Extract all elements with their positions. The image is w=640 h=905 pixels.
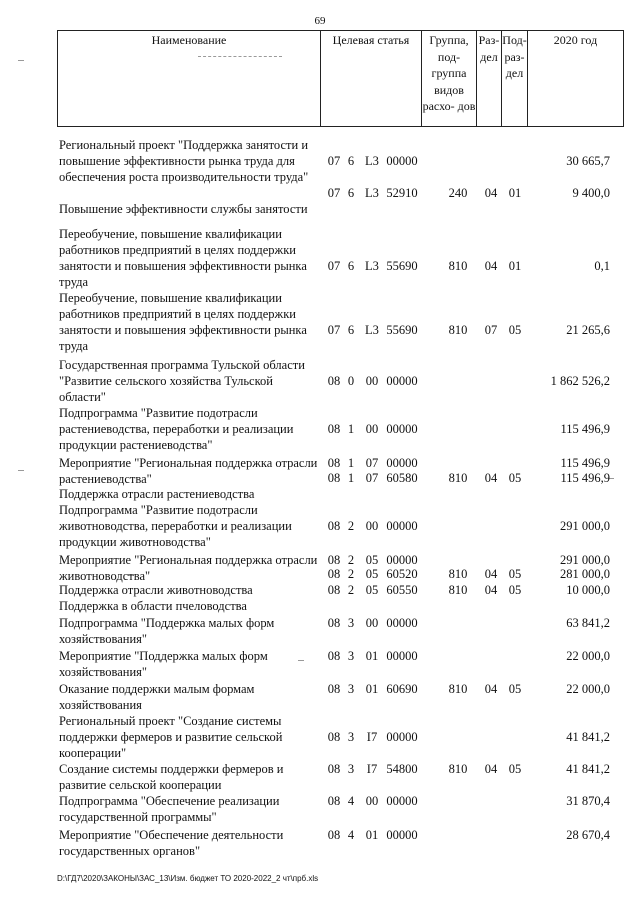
row-code-program: 08 <box>327 456 341 470</box>
row-section: 04 <box>484 259 498 273</box>
row-name: Мероприятие "Региональная поддержка отрасли животноводства" <box>59 553 318 583</box>
row-section: 04 <box>484 186 498 200</box>
row-code-direction: 60690 <box>386 682 418 696</box>
row-code-event: 00 <box>365 519 379 533</box>
row-amount: 10 000,0 <box>566 583 610 597</box>
row-name: Региональный проект "Поддержка занятости и повышение эффективности рынка труда для обеспечения роста производительности труда" <box>59 138 309 184</box>
row-name: Подпрограмма "Развитие подотрасли растениеводства, переработки и реализации продукции растениеводства" <box>59 406 294 452</box>
row-subsection: 05 <box>508 762 522 776</box>
table-row <box>57 291 617 354</box>
row-code-direction: 00000 <box>386 422 418 436</box>
row-code-subprogram: 3 <box>347 762 355 776</box>
row-amount: 22 000,0 <box>566 649 610 663</box>
row-code-direction: 60550 <box>386 583 418 597</box>
row-code-event: 01 <box>365 682 379 696</box>
file-path-footer: D:\ГД7\2020\ЗАКОНЫ\ЗАС_13\Изм. бюджет ТО 2020-2022_2 чт\прб.xls <box>57 874 319 883</box>
row-section: 04 <box>484 583 498 597</box>
row-subsection: 05 <box>508 567 522 581</box>
row-subsection: 01 <box>508 259 522 273</box>
row-code-program: 08 <box>327 471 341 485</box>
row-code-program: 08 <box>327 616 341 630</box>
row-code-subprogram: 2 <box>347 519 355 533</box>
table-row <box>57 227 617 290</box>
table-header <box>57 30 624 127</box>
header-subsection: Под- раз- дел <box>502 31 528 127</box>
row-expense-group: 810 <box>448 682 468 696</box>
margin-mark <box>18 60 24 61</box>
row-amount: 9 400,0 <box>572 186 610 200</box>
header-year: 2020 год <box>528 31 624 127</box>
row-code-direction: 00000 <box>386 456 418 470</box>
row-amount: 115 496,9 <box>560 471 610 485</box>
row-code-subprogram: 1 <box>347 471 355 485</box>
row-code-event: 07 <box>365 471 379 485</box>
row-code-event: 05 <box>365 553 379 567</box>
row-code-direction: 00000 <box>386 154 418 168</box>
row-code-event: I7 <box>366 730 378 744</box>
row-amount: 0,1 <box>594 259 610 273</box>
row-code-subprogram: 6 <box>347 323 355 337</box>
row-name: Поддержка в области пчеловодства <box>59 599 247 613</box>
row-code-subprogram: 6 <box>347 259 355 273</box>
row-code-program: 08 <box>327 682 341 696</box>
row-code-program: 08 <box>327 649 341 663</box>
row-code-direction: 00000 <box>386 730 418 744</box>
row-amount: 1 862 526,2 <box>550 374 610 388</box>
table-row <box>57 450 617 502</box>
row-code-direction: 55690 <box>386 323 418 337</box>
row-code-program: 08 <box>327 422 341 436</box>
row-name: Подпрограмма "Поддержка малых форм хозяйствования" <box>59 616 275 646</box>
row-section: 04 <box>484 762 498 776</box>
row-code-program: 07 <box>327 154 341 168</box>
row-subsection: 01 <box>508 186 522 200</box>
row-code-subprogram: 1 <box>347 422 355 436</box>
row-code-event: 00 <box>365 422 379 436</box>
row-code-event: L3 <box>365 259 379 273</box>
row-code-program: 08 <box>327 553 341 567</box>
row-code-direction: 00000 <box>386 616 418 630</box>
row-code-direction: 00000 <box>386 649 418 663</box>
row-code-program: 08 <box>327 762 341 776</box>
row-subsection: 05 <box>508 471 522 485</box>
row-name: Региональный проект "Создание системы поддержки фермеров и развитие сельской кооперации" <box>59 714 283 760</box>
row-code-subprogram: 2 <box>347 583 355 597</box>
row-code-direction: 55690 <box>386 259 418 273</box>
row-expense-group: 810 <box>448 762 468 776</box>
row-expense-group: 240 <box>448 186 468 200</box>
row-code-event: 00 <box>365 794 379 808</box>
row-name: Мероприятие "Поддержка малых форм хозяйствования" <box>59 649 268 679</box>
header-section: Раз- дел <box>477 31 502 127</box>
row-code-program: 07 <box>327 259 341 273</box>
row-code-program: 08 <box>327 794 341 808</box>
row-code-program: 08 <box>327 730 341 744</box>
row-expense-group: 810 <box>448 259 468 273</box>
row-name: Поддержка отрасли растениеводства <box>59 487 255 501</box>
row-subsection: 05 <box>508 682 522 696</box>
row-code-event: 01 <box>365 649 379 663</box>
row-code-program: 08 <box>327 374 341 388</box>
row-code-subprogram: 1 <box>347 456 355 470</box>
row-name: Государственная программа Тульской области "Развитие сельского хозяйства Тульской области" <box>59 358 305 404</box>
row-code-subprogram: 2 <box>347 567 355 581</box>
row-name: Создание системы поддержки фермеров и развитие сельской кооперации <box>59 762 284 792</box>
table-row <box>57 165 617 217</box>
header-name: Наименование <box>58 31 321 127</box>
row-code-direction: 00000 <box>386 553 418 567</box>
row-amount: 28 670,4 <box>566 828 610 842</box>
table-row <box>57 807 617 859</box>
row-code-program: 08 <box>327 567 341 581</box>
row-expense-group: 810 <box>448 567 468 581</box>
row-code-direction: 00000 <box>386 828 418 842</box>
row-code-event: 05 <box>365 567 379 581</box>
row-code-direction: 00000 <box>386 519 418 533</box>
row-amount: 41 841,2 <box>566 762 610 776</box>
row-code-program: 08 <box>327 828 341 842</box>
row-code-event: 07 <box>365 456 379 470</box>
row-code-program: 07 <box>327 186 341 200</box>
row-section: 04 <box>484 471 498 485</box>
row-code-event: 01 <box>365 828 379 842</box>
row-name: Подпрограмма "Развитие подотрасли животноводства, переработки и реализации продукции животноводства" <box>59 503 292 549</box>
table-row <box>57 661 617 713</box>
row-amount: 291 000,0 <box>560 519 610 533</box>
row-code-subprogram: 3 <box>347 649 355 663</box>
row-name: Поддержка отрасли животноводства <box>59 583 253 597</box>
row-section: 07 <box>484 323 498 337</box>
row-name: Подпрограмма "Обеспечение реализации государственной программы" <box>59 794 280 824</box>
row-code-subprogram: 3 <box>347 616 355 630</box>
row-amount: 115 496,9 <box>560 422 610 436</box>
row-code-subprogram: 6 <box>347 154 355 168</box>
table-row <box>57 353 617 405</box>
row-expense-group: 810 <box>448 583 468 597</box>
row-amount: 30 665,7 <box>566 154 610 168</box>
row-amount: 31 870,4 <box>566 794 610 808</box>
row-expense-group: 810 <box>448 471 468 485</box>
margin-mark <box>18 470 24 471</box>
row-code-direction: 00000 <box>386 794 418 808</box>
row-amount: 41 841,2 <box>566 730 610 744</box>
row-code-event: 00 <box>365 374 379 388</box>
row-code-direction: 60520 <box>386 567 418 581</box>
row-name: Оказание поддержки малым формам хозяйствования <box>59 682 255 712</box>
row-code-program: 07 <box>327 323 341 337</box>
row-code-event: I7 <box>366 762 378 776</box>
row-code-event: 00 <box>365 616 379 630</box>
row-code-event: 05 <box>365 583 379 597</box>
row-amount: 115 496,9 <box>560 456 610 470</box>
row-amount: 291 000,0 <box>560 553 610 567</box>
row-code-subprogram: 6 <box>347 186 355 200</box>
row-code-subprogram: 4 <box>347 828 355 842</box>
row-subsection: 05 <box>508 323 522 337</box>
row-code-program: 08 <box>327 583 341 597</box>
row-amount: 22 000,0 <box>566 682 610 696</box>
row-section: 04 <box>484 567 498 581</box>
row-code-subprogram: 3 <box>347 682 355 696</box>
row-amount: 63 841,2 <box>566 616 610 630</box>
row-amount: 281 000,0 <box>560 567 610 581</box>
row-section: 04 <box>484 682 498 696</box>
row-code-subprogram: 4 <box>347 794 355 808</box>
row-name: Мероприятие "Обеспечение деятельности государственных органов" <box>59 828 284 858</box>
row-code-program: 08 <box>327 519 341 533</box>
row-code-subprogram: 3 <box>347 730 355 744</box>
row-name: Мероприятие "Региональная поддержка отрасли растениеводства" <box>59 456 318 486</box>
row-name: Повышение эффективности службы занятости <box>59 202 308 216</box>
row-code-direction: 00000 <box>386 374 418 388</box>
header-target-article: Целевая статья <box>321 31 422 127</box>
row-code-subprogram: 2 <box>347 553 355 567</box>
row-code-event: L3 <box>365 154 379 168</box>
row-expense-group: 810 <box>448 323 468 337</box>
row-code-direction: 60580 <box>386 471 418 485</box>
header-expense-group: Группа, под- группа видов расхо- дов <box>422 31 477 127</box>
row-code-direction: 52910 <box>386 186 418 200</box>
row-name: Переобучение, повышение квалификации работников предприятий в целях поддержки занятости и повышения эффективности рынка труда <box>59 227 307 289</box>
row-code-event: L3 <box>365 186 379 200</box>
row-code-direction: 54800 <box>386 762 418 776</box>
header-scan-mark <box>198 56 282 57</box>
row-name: Переобучение, повышение квалификации работников предприятий в целях поддержки занятости и повышения эффективности рынка труда <box>59 291 307 353</box>
row-subsection: 05 <box>508 583 522 597</box>
row-code-subprogram: 0 <box>347 374 355 388</box>
page-number: 69 <box>314 15 326 27</box>
row-code-event: L3 <box>365 323 379 337</box>
row-amount: 21 265,6 <box>566 323 610 337</box>
